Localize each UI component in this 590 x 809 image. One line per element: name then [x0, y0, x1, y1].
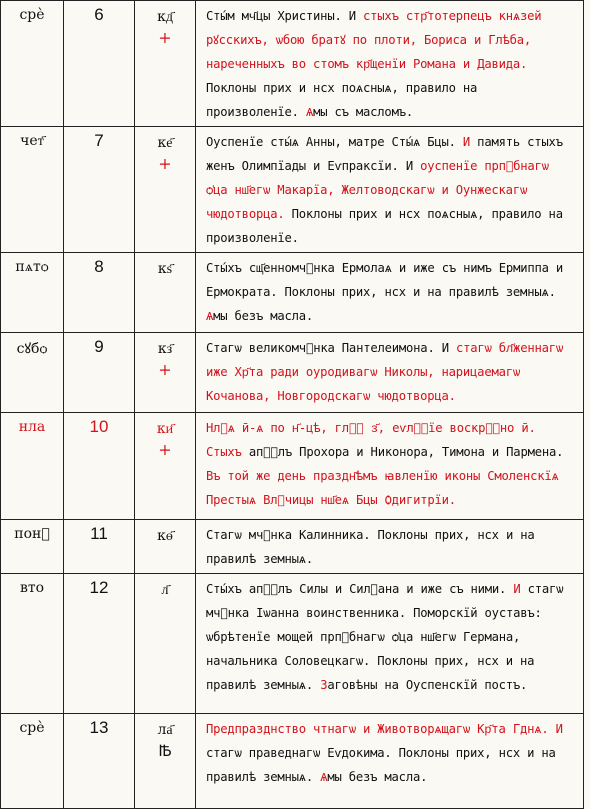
church-date-cell [135, 127, 196, 253]
commemoration-text [196, 1, 584, 127]
day-number: 11 [90, 524, 108, 543]
weekday-label: пѧтѻ [15, 259, 49, 275]
day-number-cell [64, 127, 135, 253]
feast-sign-icon: + [158, 360, 172, 379]
text-segment: Стагѡ великомчⷱнка Пантелеимона. И [206, 341, 456, 355]
church-date-cell [135, 520, 196, 574]
weekday-label: понⷷ [14, 526, 50, 542]
weekday-cell [1, 1, 64, 127]
church-date-numeral: кз҃ [157, 341, 173, 357]
day-number-cell [64, 574, 135, 714]
text-segment: стагѡ бл҃женнагѡ иже Хр҃та ради оуродивагѡ Николы, нарицаемагѡ Кочанова, Новгородскагѡ чюдотворца. [206, 341, 563, 403]
day-number: 6 [94, 5, 104, 24]
text-segment: И [462, 135, 471, 149]
text-segment: И [555, 722, 563, 736]
weekday-cell [1, 253, 64, 333]
church-date-numeral: ки҃ [156, 421, 174, 437]
weekday-cell [1, 574, 64, 714]
day-number: 9 [94, 337, 104, 356]
church-date-numeral: кд҃ [157, 9, 173, 25]
church-date-cell [135, 1, 196, 127]
text-segment: Сты́хъ апⷭ҇лъ Силы и Силꙋана и иже съ ними. [206, 582, 514, 596]
day-number-cell [64, 714, 135, 809]
commemoration-text [196, 127, 584, 253]
calendar-row [1, 333, 584, 413]
church-date-numeral: ла҃ [157, 722, 173, 738]
commemoration-text [196, 333, 584, 413]
day-number: 12 [89, 578, 109, 597]
text-segment: память стыхъ женъ Олимпїады и Еѵпраксїи. И [206, 135, 563, 173]
weekday-cell [1, 714, 64, 809]
text-segment: аговѣны на Оуспенскїй постъ. [327, 678, 528, 692]
text-segment: Поклоны прих и нсх поѧсныѧ, правило на произволенїе. [206, 81, 478, 119]
text-segment: Стагѡ мчⷱнка Калинника. Поклоны прих, нсх и на правилѣ земныѧ. [206, 528, 535, 566]
text-segment: И [513, 582, 521, 596]
day-number: 7 [94, 131, 104, 150]
text-segment: Оуспенїе сты́ѧ Анны, матре Сты́ѧ Бцы. [206, 135, 463, 149]
text-segment: Сты́м мч҃цы Христины. И [206, 9, 364, 23]
text-segment: З [320, 678, 328, 692]
church-date-cell [135, 253, 196, 333]
text-segment: Ѧ [206, 309, 214, 323]
text-segment: стагѡ мчⷱнка Ӏѡанна воинственника. Поморскїй оуставъ: ѡбрѣтенїе мощей прпⷣбнагѡ ѻ҆ца нш҃егѡ Германа, начальника Соловецкагѡ. Поклоны прих, нсх и на правилѣ земныѧ. [206, 582, 564, 692]
church-date-cell [135, 714, 196, 809]
feast-sign-icon: Ꙓ [158, 741, 172, 760]
church-date-numeral: л҃ [161, 582, 169, 598]
weekday-cell [1, 413, 64, 520]
day-number-cell [64, 1, 135, 127]
commemoration-text [196, 253, 584, 333]
day-number: 13 [89, 718, 109, 737]
church-date-cell [135, 413, 196, 520]
text-segment: Стыхъ [206, 445, 242, 459]
feast-sign-icon: + [158, 154, 172, 173]
weekday-label: срѐ [19, 720, 45, 736]
text-segment: мы безъ масла. [327, 770, 428, 784]
calendar-body [1, 1, 584, 809]
text-segment: Въ той же день праздн҃ѣмъ ꙗвленїю иконы Смоленскїѧ Престыѧ Влⷣчицы нш҃еѧ Бцы Ѻдигитрїи. [206, 469, 559, 507]
day-number: 8 [94, 257, 104, 276]
weekday-label: срѐ [19, 7, 45, 23]
church-date-numeral: кѕ҃ [157, 261, 173, 277]
text-segment: мы безъ масла. [213, 309, 314, 323]
church-date-numeral: кѳ҃ [157, 528, 173, 544]
text-segment: Нлⷣѧ ӣ-ѧ по н҃-цѣ, глⷭ҇ з҃, еѵлⷭ҇їе воскрⷭ҇но ӣ. [206, 421, 536, 435]
weekday-label: сꙋбѻ [16, 341, 48, 357]
calendar-row [1, 253, 584, 333]
text-segment: Поклоны прих и нсх поѧсныѧ, правило на произволенїе. [206, 207, 563, 245]
calendar-row [1, 127, 584, 253]
calendar-row [1, 714, 584, 809]
text-segment: Ѧ [305, 105, 314, 119]
day-number-cell [64, 413, 135, 520]
commemoration-text [196, 413, 584, 520]
church-date-cell [135, 574, 196, 714]
text-segment: стагѡ праведнагѡ Еѵдокима. Поклоны прих, нсх и на правилѣ земныѧ. [206, 746, 556, 784]
text-segment: мы съ масломъ. [313, 105, 413, 119]
text-segment: оуспенїе прпⷣбнагѡ ѻ҆ца нш҃егѡ Макарїа, Желтоводскагѡ и Оунжескагѡ чюдотворца. [206, 159, 549, 221]
weekday-label: вто [19, 580, 45, 596]
feast-sign-icon: + [158, 440, 172, 459]
day-number: 10 [89, 417, 109, 436]
feast-sign-icon: + [158, 28, 172, 47]
text-segment: стыхъ стр҃тотерпецъ кнѧзей рꙋсскихъ, ѡбою братꙋ по плоти, Бориса и Глѣба, нареченныхъ во стомъ кр҃щенїи Романа и Давида. [206, 9, 542, 71]
weekday-label: чет҃ [20, 133, 44, 149]
commemoration-text [196, 714, 584, 809]
day-number-cell [64, 333, 135, 413]
text-segment: Предпразднство чтнагѡ и Животворѧщагѡ Кр҃та Гднѧ. [206, 722, 556, 736]
commemoration-text [196, 574, 584, 714]
text-segment: апⷭ҇лъ Прохора и Никонора, Тимона и Пармена. [241, 445, 564, 459]
calendar-row [1, 520, 584, 574]
day-number-cell [64, 253, 135, 333]
text-segment: Сты́хъ сщ҃енномчⷱнка Ермолаѧ и иже съ нимъ Ермиппа и Ермократа. [206, 261, 564, 299]
church-date-cell [135, 333, 196, 413]
text-segment: Поклоны прих, нсх и на правилѣ земныѧ. [284, 285, 556, 299]
weekday-cell [1, 333, 64, 413]
text-segment: Ѧ [320, 770, 328, 784]
calendar-row [1, 1, 584, 127]
weekday-label: нла [18, 419, 46, 435]
commemoration-text [196, 520, 584, 574]
calendar-row [1, 574, 584, 714]
weekday-cell [1, 520, 64, 574]
day-number-cell [64, 520, 135, 574]
calendar-row [1, 413, 584, 520]
church-date-numeral: ке҃ [157, 135, 173, 151]
weekday-cell [1, 127, 64, 253]
